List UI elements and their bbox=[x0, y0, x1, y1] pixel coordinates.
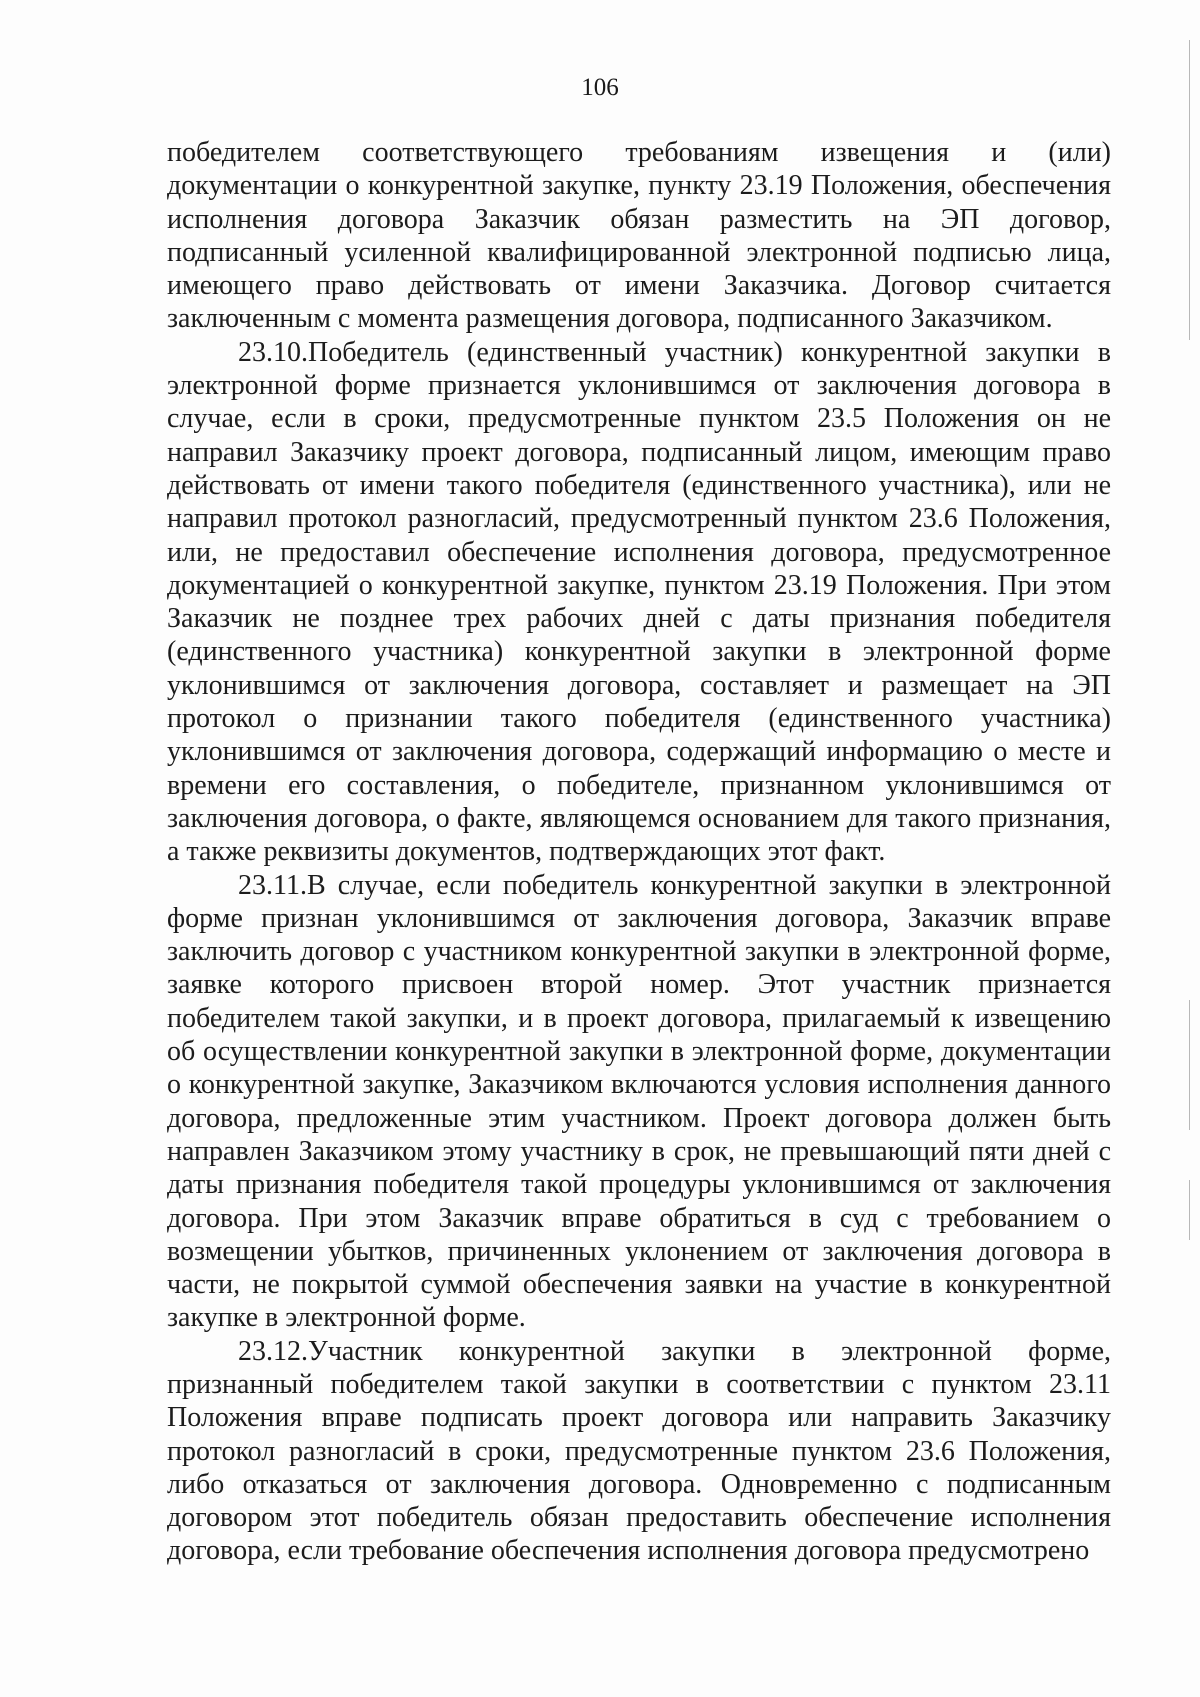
scan-edge-line bbox=[1189, 40, 1190, 340]
document-body bbox=[167, 136, 1111, 1568]
scan-edge-line bbox=[1189, 1000, 1190, 1130]
page-number: 106 bbox=[581, 74, 619, 101]
scan-edge-line bbox=[1189, 1180, 1190, 1240]
paragraph-23-11: 23.11.В случае, если победитель конкурентной закупки в электронной форме признан уклонившимся от заключения договора, Заказчик вправе заключить договор с участником конкурентной закупки в электронной форме, заявке которого присвоен второй номер. Этот участник признается победителем такой закупки, и в проект договора, прилагаемый к извещению об осуществлении конкурентной закупки в электронной форме, документации о конкурентной закупке, Заказчиком включаются условия исполнения данного договора, предложенные этим участником. Проект договора должен быть направлен Заказчиком этому участнику в срок, не превышающий пяти дней с даты признания победителя такой процедуры уклонившимся от заключения договора. При этом Заказчик вправе обратиться в суд с требованием о возмещении убытков, причиненных уклонением от заключения договора в части, не покрытой суммой обеспечения заявки на участие в конкурентной закупке в электронной форме. bbox=[167, 869, 1111, 1334]
paragraph-continuation: победителем соответствующего требованиям извещения и (или) документации о конкурентной закупке, пункту 23.19 Положения, обеспечения исполнения договора Заказчик обязан разместить на ЭП договор, подписанный усиленной квалифицированной электронной подписью лица, имеющего право действовать от имени Заказчика. Договор считается заключенным с момента размещения договора, подписанного Заказчиком. bbox=[167, 137, 1111, 335]
paragraph-23-12: 23.12.Участник конкурентной закупки в электронной форме, признанный победителем такой закупки в соответствии с пунктом 23.11 Положения вправе подписать проект договора или направить Заказчику протокол разногласий в сроки, предусмотренные пунктом 23.6 Положения, либо отказаться от заключения договора. Одновременно с подписанным договором этот победитель обязан предоставить обеспечение исполнения договора, если требование обеспечения исполнения договора предусмотрено bbox=[167, 1335, 1111, 1567]
paragraph-23-10: 23.10.Победитель (единственный участник) конкурентной закупки в электронной форме признается уклонившимся от заключения договора в случае, если в сроки, предусмотренные пунктом 23.5 Положения он не направил Заказчику проект договора, подписанный лицом, имеющим право действовать от имени такого победителя (единственного участника), или не направил протокол разногласий, предусмотренный пунктом 23.6 Положения, или, не предоставил обеспечение исполнения договора, предусмотренное документацией о конкурентной закупке, пунктом 23.19 Положения. При этом Заказчик не позднее трех рабочих дней с даты признания победителя (единственного участника) конкурентной закупки в электронной форме уклонившимся от заключения договора, составляет и размещает на ЭП протокол о признании такого победителя (единственного участника) уклонившимся от заключения договора, содержащий информацию о месте и времени его составления, о победителе, признанном уклонившимся от заключения договора, о факте, являющемся основанием для такого признания, а также реквизиты документов, подтверждающих этот факт. bbox=[167, 336, 1111, 868]
